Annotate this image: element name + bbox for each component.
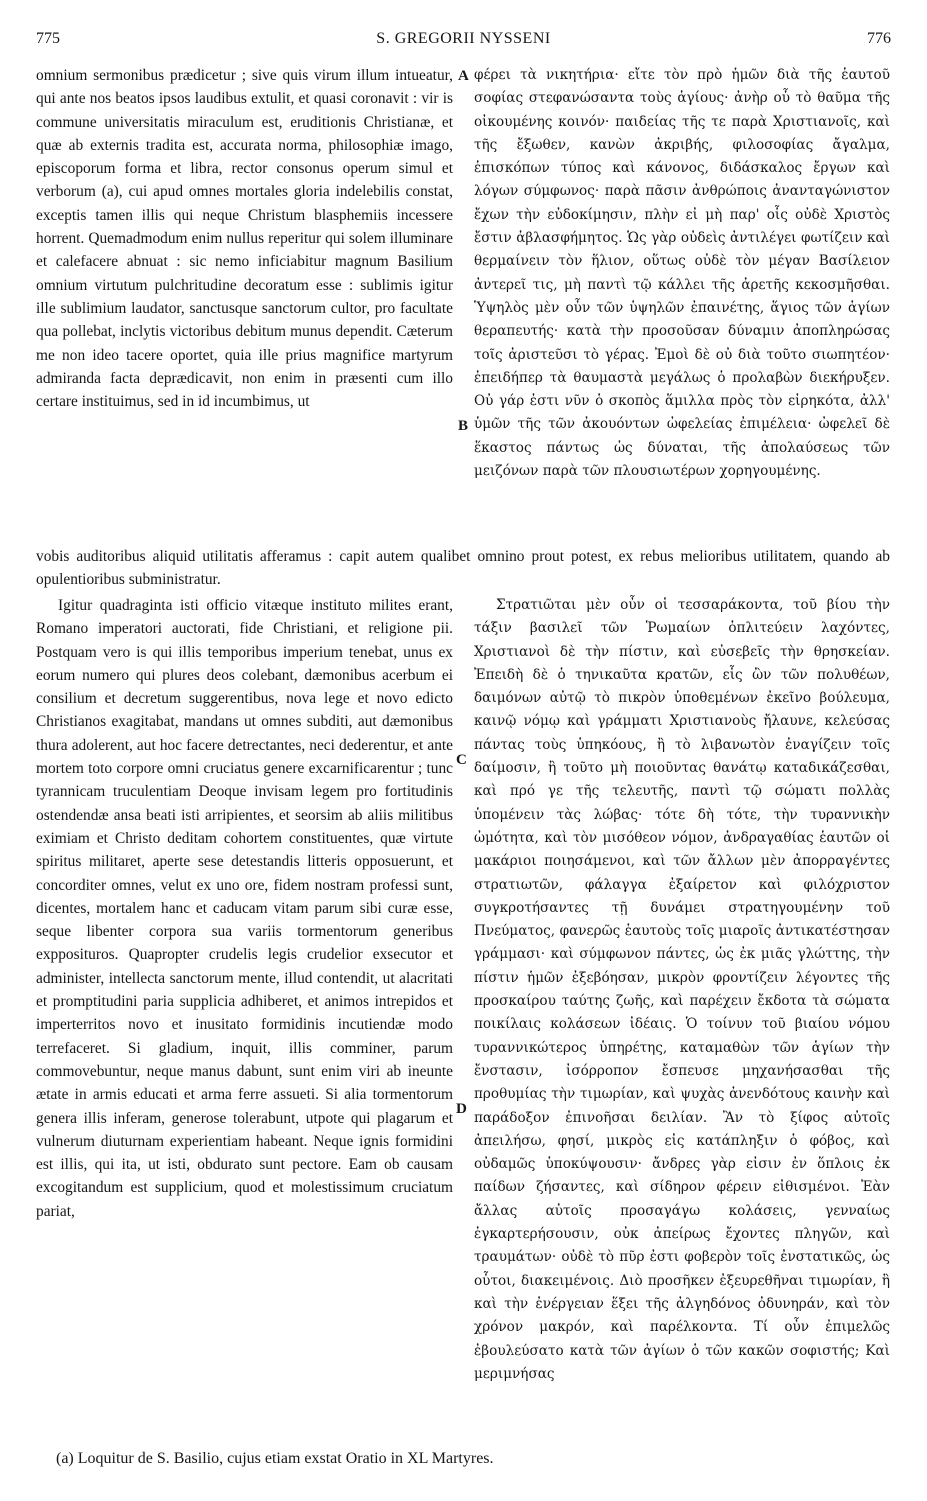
latin-paragraph: omnium sermonibus prædicetur ; sive quis virum illum intueatur, qui ante nos beatos ipsos laudibus extulit, et quasi coronavit : vir is commune universitatis miraculum est, eruditionis Christianæ, et quæ ab externis tradita est, accurata norma, philosophiæ imago, episcoporum forma et libra, rector consonus operum simul et verborum (a), cui apud omnes mortales gloria indelebilis constat, exceptis tamen illis qui neque Christum blasphemiis incessere horrent. Quemadmodum enim nullus reperitur qui solem illuminare et calefacere abnuat : sic nemo inficiabitur magnum Basilium omnium virtutum pulchritudine decoratum esse : sublimis igitur ille sublimium laudator, sanctusque sanctorum cultor, pro facultate qua pollebat, inclytis victoribus debitum munus dependit. Cæterum me non ideo tacere oportet, quia ille prius magnifice martyrum admiranda facta deprædicavit, non enim in præsenti cum illo certare instituimus, sed in id incumbimus, ut [36, 67, 453, 411]
section-marker-a: A [458, 68, 469, 84]
section-marker-d: D [456, 1101, 467, 1117]
greek-paragraph: Στρατιῶται μὲν οὖν οἱ τεσσαράκοντα, τοῦ βίου τὴν τάξιν βασιλεῖ τῶν Ῥωμαίων ὁπλιτεύειν λαχόντες, Χριστιανοὶ δὲ τὴν πίστιν, καὶ εὐσεβεῖς τὴν θρησκείαν. Ἐπειδὴ δὲ ὁ τηνικαῦτα κρατῶν, εἷς ὢν τῶν πολυθέων, δαιμόνων αὐτῷ τὸ πικρὸν ὑποθεμένων ἐκεῖνο βούλευμα, καινῷ νόμῳ καὶ γράμματι Χριστιανοὺς ἤλαυνε, κελεύσας πάντας τοὺς ὑπηκόους, ἢ τὸ λιβανωτὸν ἐναγίζειν τοῖς δαίμοσιν, ἢ τοῦτο μὴ ποιοῦντας θανάτῳ καταδικάζεσθαι, καὶ πρό γε τῆς τελευτῆς, παντὶ τῷ σώματι πολλὰς ὑπομένειν τὰς λώβας· τότε δὴ τότε, τὴν τυραννικὴν ὠμότητα, καὶ τὸν μισόθεον νόμον, ἀνδραγαθίας ἑαυτῶν οἱ μακάριοι ποιησάμενοι, καὶ τῶν ἄλλων μὲν ἀπορραγέντες στρατιωτῶν, φάλαγγα ἐξαίρετον καὶ φιλόχριστον συγκροτήσαντες τῇ δυνάμει στρατηγουμένην τοῦ Πνεύματος, φανερῶς ἑαυτοὺς τοῖς μιαροῖς ἀντικατέστησαν γράμμασι· καὶ σύμφωνον πάντες, ὡς ἐκ μιᾶς γλώττης, τὴν πίστιν ἡμῶν ἐξεβόησαν, μικρὸν φροντίζειν λέγοντες τῆς προσκαίρου ταύτης ζωῆς, καὶ παρέχειν ἔκδοτα τὰ σώματα ποικίλαις κολάσεων ἰδέαις. Ὁ τοίνυν τοῦ βιαίου νόμου τυραννικώτερος ὑπηρέτης, καταμαθὼν τῶν ἁγίων τὴν ἔνστασιν, ἰσόρροπον ἔσπευσε μηχανήσασθαι τῆς προθυμίας τὴν τιμωρίαν, καὶ ψυχὰς ἀνενδότους καινὴν καὶ παράδοξον ἐπινοῆσαι δειλίαν. Ἂν τὸ ξίφος αὐτοῖς ἀπειλήσω, φησί, μικρὸς εἰς κατάπληξιν ὁ φόβος, καὶ οὐδαμῶς ὑποκύψουσιν· ἄνδρες γὰρ εἰσιν ἐν ὅπλοις ἐκ παίδων ζήσαντες, καὶ σίδηρον φέρειν εἰθισμένοι. Ἐὰν ἄλλας αὐτοῖς προσαγάγω κολάσεις, γενναίως ἐγκαρτερήσουσιν, οὐκ ἀπείρως ἔχοντες πληγῶν, καὶ τραυμάτων· οὐδὲ τὸ πῦρ ἐστι φοβερὸν τοῖς ἐνστατικῶς, ὡς οὗτοι, διακειμένοις. Διὸ προσῆκεν ἐξευρεθῆναι τιμωρίαν, ἣ καὶ τὴν ἐνέργειαν ἕξει τῆς ἀλγηδόνος ὀδυνηράν, καὶ τὸν χρόνον μακρόν, καὶ παρέλκοντα. Τί οὖν ἐπιμελῶς ἐβουλεύσατο κατὰ τῶν ἁγίων ὁ τῶν κακῶν σοφιστής; Καὶ μεριμνήσας [474, 597, 890, 1382]
latin-continuation: vobis auditoribus aliquid utilitatis afferamus : capit autem qualibet omnino prout potest, ex rebus melioribus utilitatem, quando ab opulentioribus subministratur. [36, 548, 890, 589]
full-width-latin [36, 545, 890, 592]
footnote: (a) Loquitur de S. Basilio, cujus etiam exstat Oratio in XL Martyres. [56, 1450, 494, 1467]
latin-paragraph: Igitur quadraginta isti officio vitæque instituto milites erant, Romano imperatori auctorati, fide Christiani, et religione pii. Postquam vero is qui illis temporibus imperium tenebat, unus ex eorum numero qui plures deos colebant, dæmonibus acerbum ei consilium et decretum suggerentibus, nova lege et novo edicto Christianos exagitabat, mandans ut omnes subditi, aut dæmonibus thura adolerent, aut hoc facere detrectantes, neci dederentur, et ante mortem toto corpore omni cruciatus genere excarnificarentur ; tunc tyrannicam truculentiam Deoque invisam legem pro fortitudinis ostendendæ ansa beati isti arripientes, et seorsim ab aliis militibus eximiam et Christo deditam cohortem constituentes, quæ virtute spiritus militaret, aperte sese detestandis litteris opposuerunt, et concorditer omnes, velut ex uno ore, fidem nostram professi sunt, dicentes, mortalem hanc et caducam vitam parum sibi curæ esse, seque libenter corpora sua variis tormentorum generibus expposituros. Quapropter crudelis legis crudelior exsecutor et administer, intellecta sanctorum mente, illud contendit, ut alacritati et promptitudini paria supplicia adhiberet, et animos intrepidos et imperterritos novo et inusitato formidinis incutiendæ modo terrefaceret. Si gladium, inquit, illis comminer, parum commovebuntur, neque manus dabunt, sunt enim viri ab ineunte ætate in armis educati et arma ferre assueti. Si alia tormentorum genera illis inferam, generose tolerabunt, utpote qui plagarum et vulnerum diuturnam experientiam habeant. Neque ignis formidini est illis, qui ita, ut isti, obdurato sunt pectore. Eam ob causam excogitandum est supplicium, quod et molestissimum cruciatum pariat, [36, 597, 453, 1220]
page-number-right: 776 [867, 30, 891, 47]
greek-paragraph: φέρει τὰ νικητήρια· εἴτε τὸν πρὸ ἡμῶν διὰ τῆς ἑαυτοῦ σοφίας στεφανώσαντα τοὺς ἁγίους· ἀνὴρ οὗ τὸ θαῦμα τῆς οἰκουμένης κοινόν· παιδείας τῆς τε παρὰ Χριστιανοῖς, καὶ τῆς ἔξωθεν, κανὼν ἀκριβής, φιλοσοφίας ἄγαλμα, ἐπισκόπων τύπος καὶ κάνονος, διδάσκαλος ἔργων καὶ λόγων σύμφωνος· παρὰ πᾶσιν ἀνθρώποις ἀνανταγώνιστον ἔχων τὴν εὐδοκίμησιν, πλὴν εἰ μὴ παρ' οἷς οὐδὲ Χριστὸς ἔστιν ἀβλασφήμητος. Ὡς γὰρ οὐδεὶς ἀντιλέγει φωτίζειν καὶ θερμαίνειν τὸν ἥλιον, οὕτως οὐδὲ τὸν μέγαν Βασίλειον ἀντερεῖ τις, μὴ παντὶ τῷ κάλλει τῆς ἀρετῆς κεκοσμῆσθαι. Ὑψηλὸς μὲν οὖν τῶν ὑψηλῶν ἐπαινέτης, ἅγιος τῶν ἁγίων θεραπευτής· κατὰ τὴν προσοῦσαν δύναμιν ἀποπληρώσας τοῖς ἀριστεῦσι τὸ γέρας. Ἐμοὶ δὲ οὐ διὰ τοῦτο σιωπητέον· ἐπειδήπερ τὰ θαυμαστὰ μεγάλως ὁ προλαβὼν διεκήρυξεν. Οὐ γάρ ἐστι νῦν ὁ σκοπὸς ἅμιλλα πρὸς τὸν εἰρηκότα, ἀλλ' ὑμῶν τῆς τῶν ἀκουόντων ὠφελείας ἐπιμέλεια· ὠφελεῖ δὲ ἕκαστος πάντως ὡς δύναται, τῆς ἀπολαύσεως τῶν μειζόνων παρὰ τῶν πλουσιωτέρων χορηγουμένης. [474, 67, 890, 480]
greek-column-top [474, 64, 890, 483]
section-marker-b: B [458, 418, 469, 434]
page-header [36, 30, 891, 56]
latin-column-bottom [36, 594, 453, 1223]
running-title: S. GREGORII NYSSENI [376, 30, 551, 47]
latin-column-top [36, 64, 453, 413]
greek-column-bottom [474, 594, 890, 1386]
page-number-left: 775 [36, 30, 60, 47]
section-marker-c: C [456, 752, 467, 768]
